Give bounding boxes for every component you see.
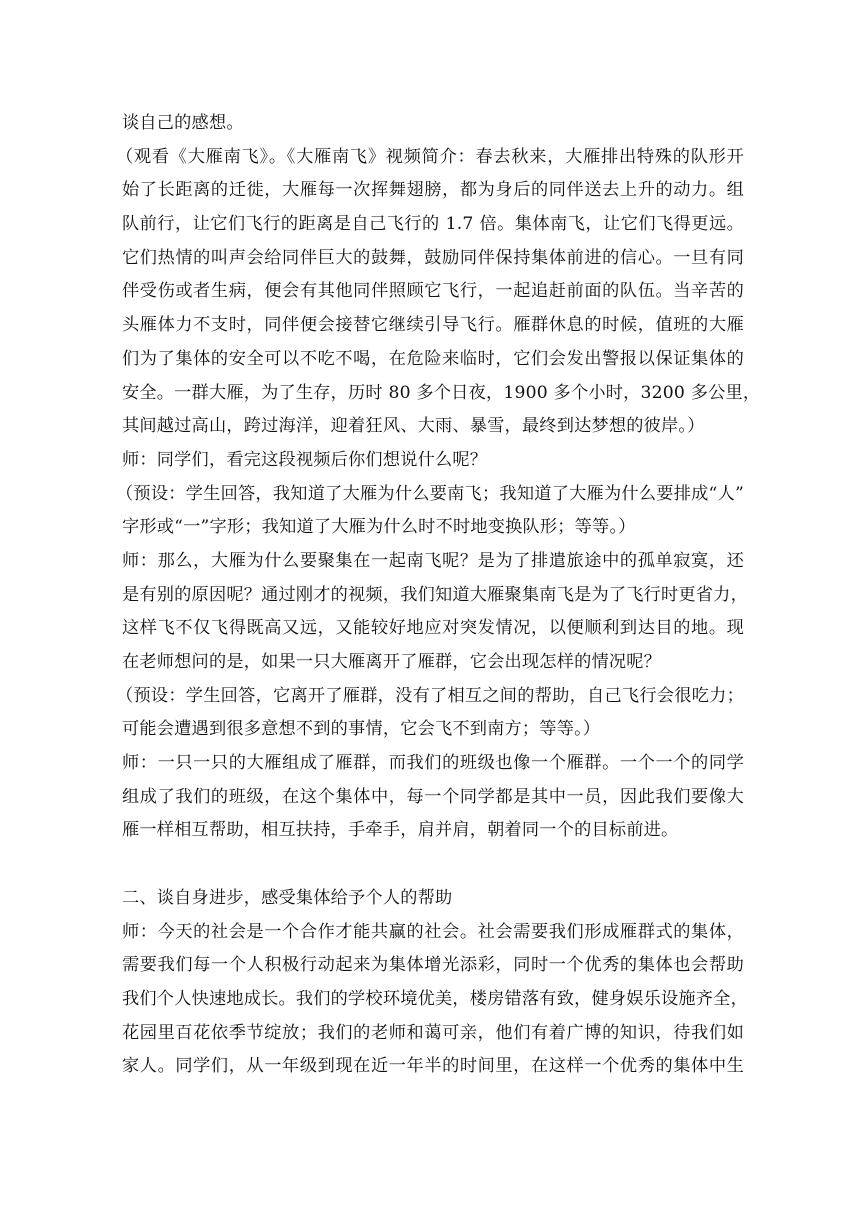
text-line: 始了长距离的迁徙，大雁每一次挥舞翅膀，都为身后的同伴送去上升的动力。组 — [122, 180, 744, 201]
blank-line — [122, 848, 744, 882]
text-line: 它们热情的叫声会给同伴巨大的鼓舞，鼓励同伴保持集体前进的信心。一旦有同 — [122, 247, 744, 268]
text-line: 在老师想问的是，如果一只大雁离开了雁群，它会出现怎样的情况呢？ — [122, 652, 662, 672]
text-line: 谈自己的感想。 — [122, 113, 244, 133]
text-line: 花园里百花依季节绽放；我们的老师和蔼可亲，他们有着广博的知识，待我们如 — [122, 1022, 744, 1043]
text-line: 师：今天的社会是一个合作才能共赢的社会。社会需要我们形成雁群式的集体， — [122, 921, 744, 942]
text-line: 师：那么，大雁为什么要聚集在一起南飞呢？是为了排遣旅途中的孤单寂寞，还 — [122, 550, 744, 571]
text-line: 师：同学们，看完这段视频后你们想说什么呢？ — [122, 449, 488, 470]
text-line: 们为了集体的安全可以不吃不喝，在危险来临时，它们会发出警报以保证集体的 — [122, 348, 744, 369]
section-heading: 二、谈自身进步，感受集体给予个人的帮助 — [122, 887, 453, 908]
text-line: 字形或“一”字形；我知道了大雁为什么时不时地变换队形；等等。） — [122, 517, 636, 538]
text-line: （预设：学生回答，我知道了大雁为什么要南飞；我知道了大雁为什么要排成“人” — [116, 483, 744, 504]
text-line: （预设：学生回答，它离开了雁群，没有了相互之间的帮助，自己飞行会很吃力； — [116, 685, 744, 706]
text-line: 雁一样相互帮助，相互扶持，手牵手，肩并肩，朝着同一个的目标前进。 — [122, 820, 679, 841]
text-line: 可能会遭遇到很多意想不到的事情，它会飞不到南方；等等。） — [122, 719, 601, 740]
text-line: 我们个人快速地成长。我们的学校环境优美，楼房错落有致，健身娱乐设施齐全， — [122, 988, 748, 1009]
text-line: 头雁体力不支时，同伴便会接替它继续引导飞行。雁群休息的时候，值班的大雁 — [122, 315, 744, 336]
text-line: 其间越过高山，跨过海洋，迎着狂风、大雨、暴雪，最终到达梦想的彼岸。） — [122, 416, 705, 437]
text-line: 安全。一群大雁，为了生存，历时 80 多个日夜，1900 多个小时，3200 多公里， — [122, 382, 761, 403]
text-line: 队前行，让它们飞行的距离是自己飞行的 1.7 倍。集体南飞，让它们飞得更远。 — [122, 214, 744, 235]
document-body — [116, 107, 761, 1084]
text-line: 是有别的原因呢？通过刚才的视频，我们知道大雁聚集南飞是为了飞行时更省力， — [122, 584, 748, 605]
text-line: 师：一只一只的大雁组成了雁群，而我们的班级也像一个雁群。一个一个的同学 — [122, 753, 744, 774]
text-line: 伴受伤或者生病，便会有其他同伴照顾它飞行，一起追赶前面的队伍。当辛苦的 — [122, 281, 744, 302]
text-line: 家人。同学们，从一年级到现在近一年半的时间里，在这样一个优秀的集体中生 — [122, 1056, 744, 1077]
text-line: （观看《大雁南飞》。《大雁南飞》视频简介：春去秋来，大雁排出特殊的队形开 — [116, 146, 744, 167]
text-line: 需要我们每一个人积极行动起来为集体增光添彩，同时一个优秀的集体也会帮助 — [122, 955, 744, 976]
text-line: 组成了我们的班级，在这个集体中，每一个同学都是其中一员，因此我们要像大 — [122, 786, 744, 807]
text-line: 这样飞不仅飞得既高又远，又能较好地应对突发情况，以便顺利到达目的地。现 — [122, 618, 744, 639]
